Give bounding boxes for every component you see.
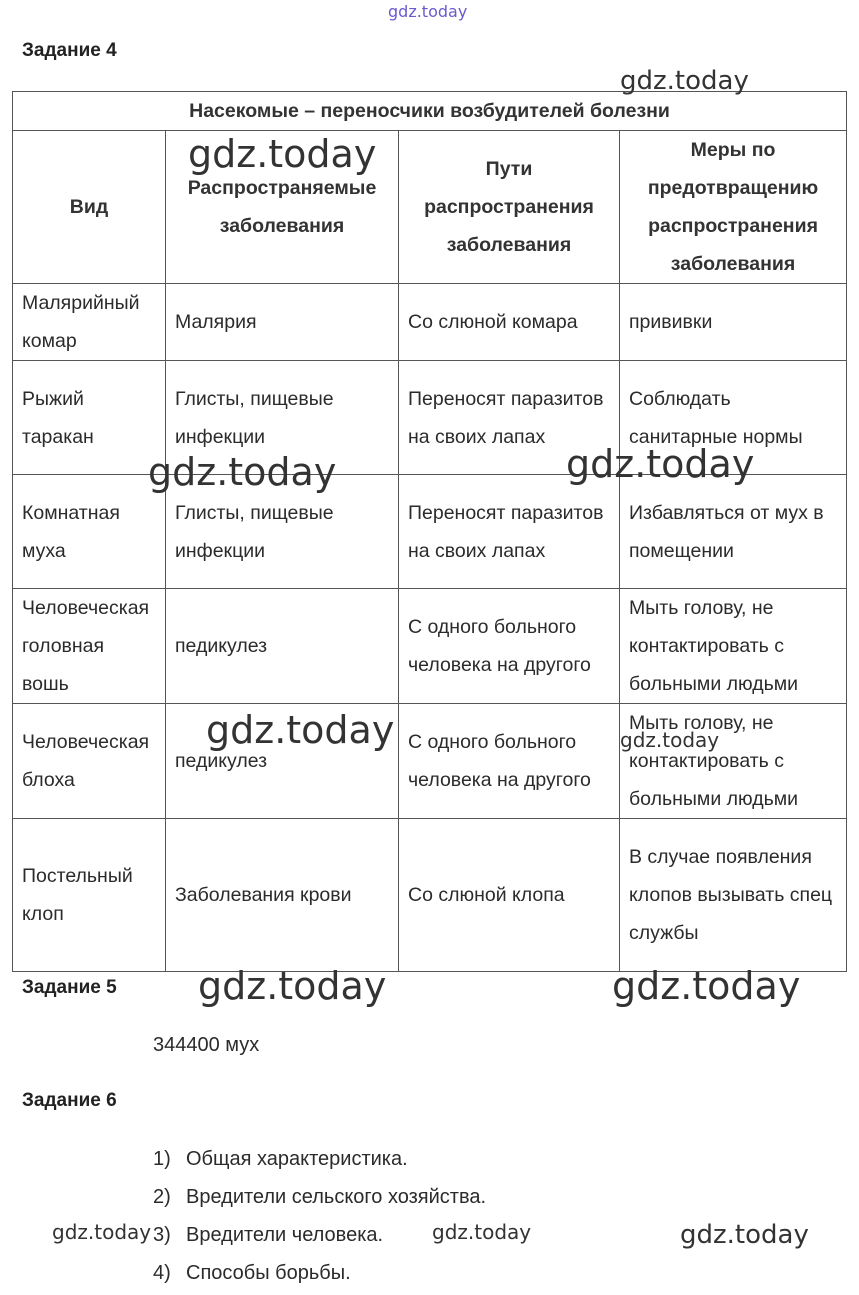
cell-transmission: Переносят паразитов на своих лапах (399, 361, 620, 475)
cell-prevention: Избавляться от мух в помещении (620, 475, 847, 589)
cell-transmission: Со слюной комара (399, 284, 620, 361)
list-item-number: 1) (153, 1148, 171, 1170)
header-species: Вид (13, 131, 166, 284)
table-row (13, 819, 847, 972)
cell-transmission: С одного больного человека на другого (399, 589, 620, 704)
cell-prevention: прививки (620, 284, 847, 361)
cell-prevention: Мыть голову, не контактировать с больными людьми (620, 704, 847, 819)
task6-list (153, 1140, 486, 1292)
table-row (13, 475, 847, 589)
list-item-text: Вредители сельского хозяйства. (186, 1186, 487, 1208)
list-item-text: Вредители человека. (186, 1224, 384, 1246)
list-item-number: 4) (153, 1262, 171, 1284)
table-caption: Насекомые – переносчики возбудителей болезни (13, 92, 847, 131)
task5-answer: 344400 мух (153, 1034, 260, 1056)
task6-heading: Задание 6 (22, 1090, 117, 1111)
task5-heading: Задание 5 (22, 977, 117, 998)
watermark-top: gdz.today (388, 2, 468, 21)
cell-diseases: Заболевания крови (166, 819, 399, 972)
list-item-text: Способы борьбы. (186, 1262, 351, 1284)
table-row (13, 704, 847, 819)
list-item-number: 2) (153, 1186, 171, 1208)
cell-prevention: Соблюдать санитарные нормы (620, 361, 847, 475)
cell-diseases: Глисты, пищевые инфекции (166, 475, 399, 589)
watermark: gdz.today (620, 728, 720, 752)
watermark: gdz.today (680, 1220, 809, 1250)
cell-prevention: В случае появления клопов вызывать спец службы (620, 819, 847, 972)
cell-species: Малярийный комар (13, 284, 166, 361)
table-row (13, 589, 847, 704)
watermark: gdz.today (198, 964, 387, 1008)
watermark: gdz.today (188, 132, 377, 176)
watermark: gdz.today (206, 708, 395, 752)
watermark: gdz.today (566, 442, 755, 486)
header-diseases: Распространяемые заболевания (166, 131, 399, 284)
watermark: gdz.today (148, 450, 337, 494)
table-header-row (13, 131, 847, 284)
cell-transmission: С одного больного человека на другого (399, 704, 620, 819)
watermark: gdz.today (620, 66, 749, 96)
cell-species: Комнатная муха (13, 475, 166, 589)
cell-diseases: педикулез (166, 704, 399, 819)
insects-table (12, 91, 847, 972)
list-item (153, 1178, 486, 1216)
watermark: gdz.today (612, 964, 801, 1008)
cell-species: Человеческая блоха (13, 704, 166, 819)
cell-transmission: Переносят паразитов на своих лапах (399, 475, 620, 589)
list-item-number: 3) (153, 1224, 171, 1246)
cell-species: Рыжий таракан (13, 361, 166, 475)
cell-diseases: Глисты, пищевые инфекции (166, 361, 399, 475)
cell-species: Человеческая головная вошь (13, 589, 166, 704)
watermark: gdz.today (432, 1220, 532, 1244)
cell-transmission: Со слюной клопа (399, 819, 620, 972)
cell-prevention: Мыть голову, не контактировать с больными людьми (620, 589, 847, 704)
header-transmission: Пути распространения заболевания (399, 131, 620, 284)
table-row (13, 284, 847, 361)
list-item-text: Общая характеристика. (186, 1148, 408, 1170)
watermark: gdz.today (52, 1220, 152, 1244)
task4-heading: Задание 4 (22, 40, 117, 61)
cell-diseases: Малярия (166, 284, 399, 361)
table-caption-row (13, 92, 847, 131)
cell-diseases: педикулез (166, 589, 399, 704)
header-prevention: Меры по предотвращению распространения заболевания (620, 131, 847, 284)
list-item (153, 1254, 486, 1292)
list-item (153, 1140, 486, 1178)
cell-species: Постельный клоп (13, 819, 166, 972)
